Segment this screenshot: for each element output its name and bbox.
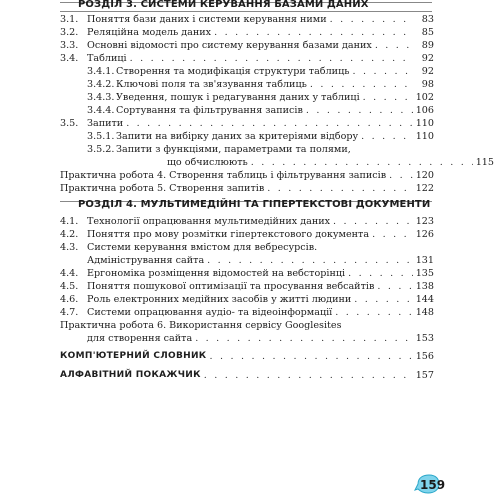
leader-dots — [267, 182, 412, 195]
entry-number: 3.3. — [60, 40, 79, 51]
leader-dots — [330, 13, 413, 26]
leader-dots — [363, 91, 413, 104]
entry-number: 3.2. — [60, 27, 79, 38]
toc-entry-4-1[interactable] — [60, 215, 434, 228]
toc-entry-4-3-cont[interactable] — [60, 254, 434, 267]
entry-number: 3.1. — [60, 14, 79, 25]
toc-entry-practical-4[interactable] — [60, 169, 434, 182]
leader-dots — [389, 169, 413, 182]
entry-title: Запити на вибірку даних за критеріями відбору — [116, 131, 359, 142]
leader-dots — [195, 332, 413, 345]
toc-entry-4-2[interactable] — [60, 228, 434, 241]
entry-title: КОМП'ЮТЕРНИЙ СЛОВНИК — [60, 351, 207, 361]
entry-page: 148 — [415, 307, 434, 318]
toc-entry-4-5[interactable] — [60, 280, 434, 293]
toc-entry-3-4-3[interactable] — [60, 91, 434, 104]
toc-entry-3-4-4[interactable] — [60, 104, 434, 117]
entry-page: 92 — [421, 53, 434, 64]
entry-title: що обчислюють — [167, 157, 248, 168]
leader-dots — [209, 350, 412, 363]
entry-title: Поняття про мову розмітки гіпертекстового документа — [87, 229, 370, 240]
entry-number: 3.4. — [60, 53, 79, 64]
entry-number: 3.5.1. — [87, 131, 115, 142]
entry-page: 123 — [415, 216, 434, 227]
entry-title: Адміністрування сайта — [87, 255, 205, 266]
page-number: 159 — [420, 478, 446, 492]
entry-title: Практична робота 5. Створення запитів — [60, 183, 265, 194]
entry-title: Таблиці — [87, 53, 127, 64]
section3-bottom-rule — [60, 11, 432, 12]
leader-dots — [306, 104, 413, 117]
leader-dots — [126, 117, 413, 130]
entry-page: 110 — [415, 131, 434, 142]
leader-dots — [348, 267, 413, 280]
entry-page: 98 — [421, 79, 434, 90]
entry-number: 3.4.1. — [87, 66, 115, 77]
leader-dots — [335, 306, 412, 319]
entry-number: 4.4. — [60, 268, 79, 279]
leader-dots — [361, 130, 413, 143]
toc-entry-practical-6[interactable] — [60, 319, 434, 332]
entry-title: Системи опрацювання аудіо- та відеоінформації — [87, 307, 333, 318]
leader-dots — [372, 228, 413, 241]
leader-dots — [354, 293, 412, 306]
leader-dots — [333, 215, 413, 228]
entry-page: 92 — [421, 66, 434, 77]
entry-page: 135 — [415, 268, 434, 279]
entry-title: Реляційна модель даних — [87, 27, 212, 38]
entry-page: 156 — [415, 351, 434, 362]
entry-page: 85 — [421, 27, 434, 38]
entry-number: 3.4.4. — [87, 105, 115, 116]
toc-entry-3-5-2[interactable] — [60, 143, 434, 156]
entry-page: 122 — [415, 183, 434, 194]
entry-page: 120 — [415, 170, 434, 181]
entry-page: 89 — [421, 40, 434, 51]
entry-page: 106 — [415, 105, 434, 116]
entry-title: Запити — [87, 118, 124, 129]
toc-entry-3-2[interactable] — [60, 26, 434, 39]
toc-entry-3-1[interactable] — [60, 13, 434, 26]
leader-dots — [214, 26, 413, 39]
entry-page: 115 — [475, 157, 494, 168]
toc-entry-4-7[interactable] — [60, 306, 434, 319]
entry-page: 131 — [415, 255, 434, 266]
entry-number: 4.3. — [60, 242, 79, 253]
toc-entry-3-4-1[interactable] — [60, 65, 434, 78]
entry-number: 4.1. — [60, 216, 79, 227]
entry-page: 153 — [415, 333, 434, 344]
entry-title: Практична робота 4. Створення таблиць і фільтрування записів — [60, 170, 387, 181]
toc-entry-3-4[interactable] — [60, 52, 434, 65]
entry-title: Ергономіка розміщення відомостей на вебсторінці — [87, 268, 346, 279]
entry-title: Ключові поля та зв'язування таблиць — [116, 79, 307, 90]
entry-number: 4.5. — [60, 281, 79, 292]
leader-dots — [377, 280, 412, 293]
leader-dots — [204, 369, 413, 382]
entry-number: 3.4.2. — [87, 79, 115, 90]
toc-entry-3-5-1[interactable] — [60, 130, 434, 143]
entry-title: Поняття пошукової оптимізації та просування вебсайтів — [87, 281, 375, 292]
toc-entry-3-5[interactable] — [60, 117, 434, 130]
entry-title: Роль електронних медійних засобів у житті людини — [87, 294, 352, 305]
entry-title: Основні відомості про систему керування базами даних — [87, 40, 372, 51]
entry-number: 3.5.2. — [87, 144, 115, 155]
entry-page: 157 — [415, 370, 434, 381]
toc-entry-index[interactable] — [60, 369, 434, 382]
toc-entry-3-4-2[interactable] — [60, 78, 434, 91]
toc-entry-4-3[interactable] — [60, 241, 434, 254]
entry-page: 83 — [421, 14, 434, 25]
toc-entry-practical-5[interactable] — [60, 182, 434, 195]
toc-entry-3-5-2-cont[interactable] — [60, 156, 494, 169]
leader-dots — [207, 254, 413, 267]
entry-number: 4.7. — [60, 307, 79, 318]
toc-entry-4-4[interactable] — [60, 267, 434, 280]
entry-title: Створення та модифікація структури таблиць — [116, 66, 350, 77]
entry-number: 4.2. — [60, 229, 79, 240]
entry-title: Практична робота 6. Використання сервісу Googlesites — [60, 320, 342, 331]
entry-title: Уведення, пошук і редагування даних у таблиці — [116, 92, 360, 103]
entry-page: 138 — [415, 281, 434, 292]
entry-title: Запити з функціями, параметрами та полями, — [116, 144, 351, 155]
toc-entry-practical-6-cont[interactable] — [60, 332, 434, 345]
leader-dots — [375, 39, 413, 52]
entry-title: Сортування та фільтрування записів — [116, 105, 303, 116]
toc-entry-3-3[interactable] — [60, 39, 434, 52]
entry-page: 102 — [415, 92, 434, 103]
entry-number: 4.6. — [60, 294, 79, 305]
leader-dots — [130, 52, 413, 65]
entry-title: для створення сайта — [87, 333, 193, 344]
entry-page: 110 — [415, 118, 434, 129]
leader-dots — [251, 156, 473, 169]
entry-page: 144 — [415, 294, 434, 305]
entry-title: Поняття бази даних і системи керування ними — [87, 14, 327, 25]
leader-dots — [310, 78, 413, 91]
toc-entry-4-6[interactable] — [60, 293, 434, 306]
entry-number: 3.5. — [60, 118, 79, 129]
entry-title: АЛФАВІТНИЙ ПОКАЖЧИК — [60, 370, 201, 380]
entry-title: Технології опрацювання мультимедійних даних — [87, 216, 331, 227]
section3-title: РОЗДІЛ 3. СИСТЕМИ КЕРУВАННЯ БАЗАМИ ДАНИХ — [78, 0, 369, 10]
entry-page: 126 — [415, 229, 434, 240]
section4-title: РОЗДІЛ 4. МУЛЬТИМЕДІЙНІ ТА ГІПЕРТЕКСТОВІ ДОКУМЕНТИ — [78, 199, 431, 210]
entry-title: Системи керування вмістом для вебресурсів. — [87, 242, 318, 253]
leader-dots — [352, 65, 413, 78]
entry-number: 3.4.3. — [87, 92, 115, 103]
toc-entry-glossary[interactable] — [60, 350, 434, 363]
